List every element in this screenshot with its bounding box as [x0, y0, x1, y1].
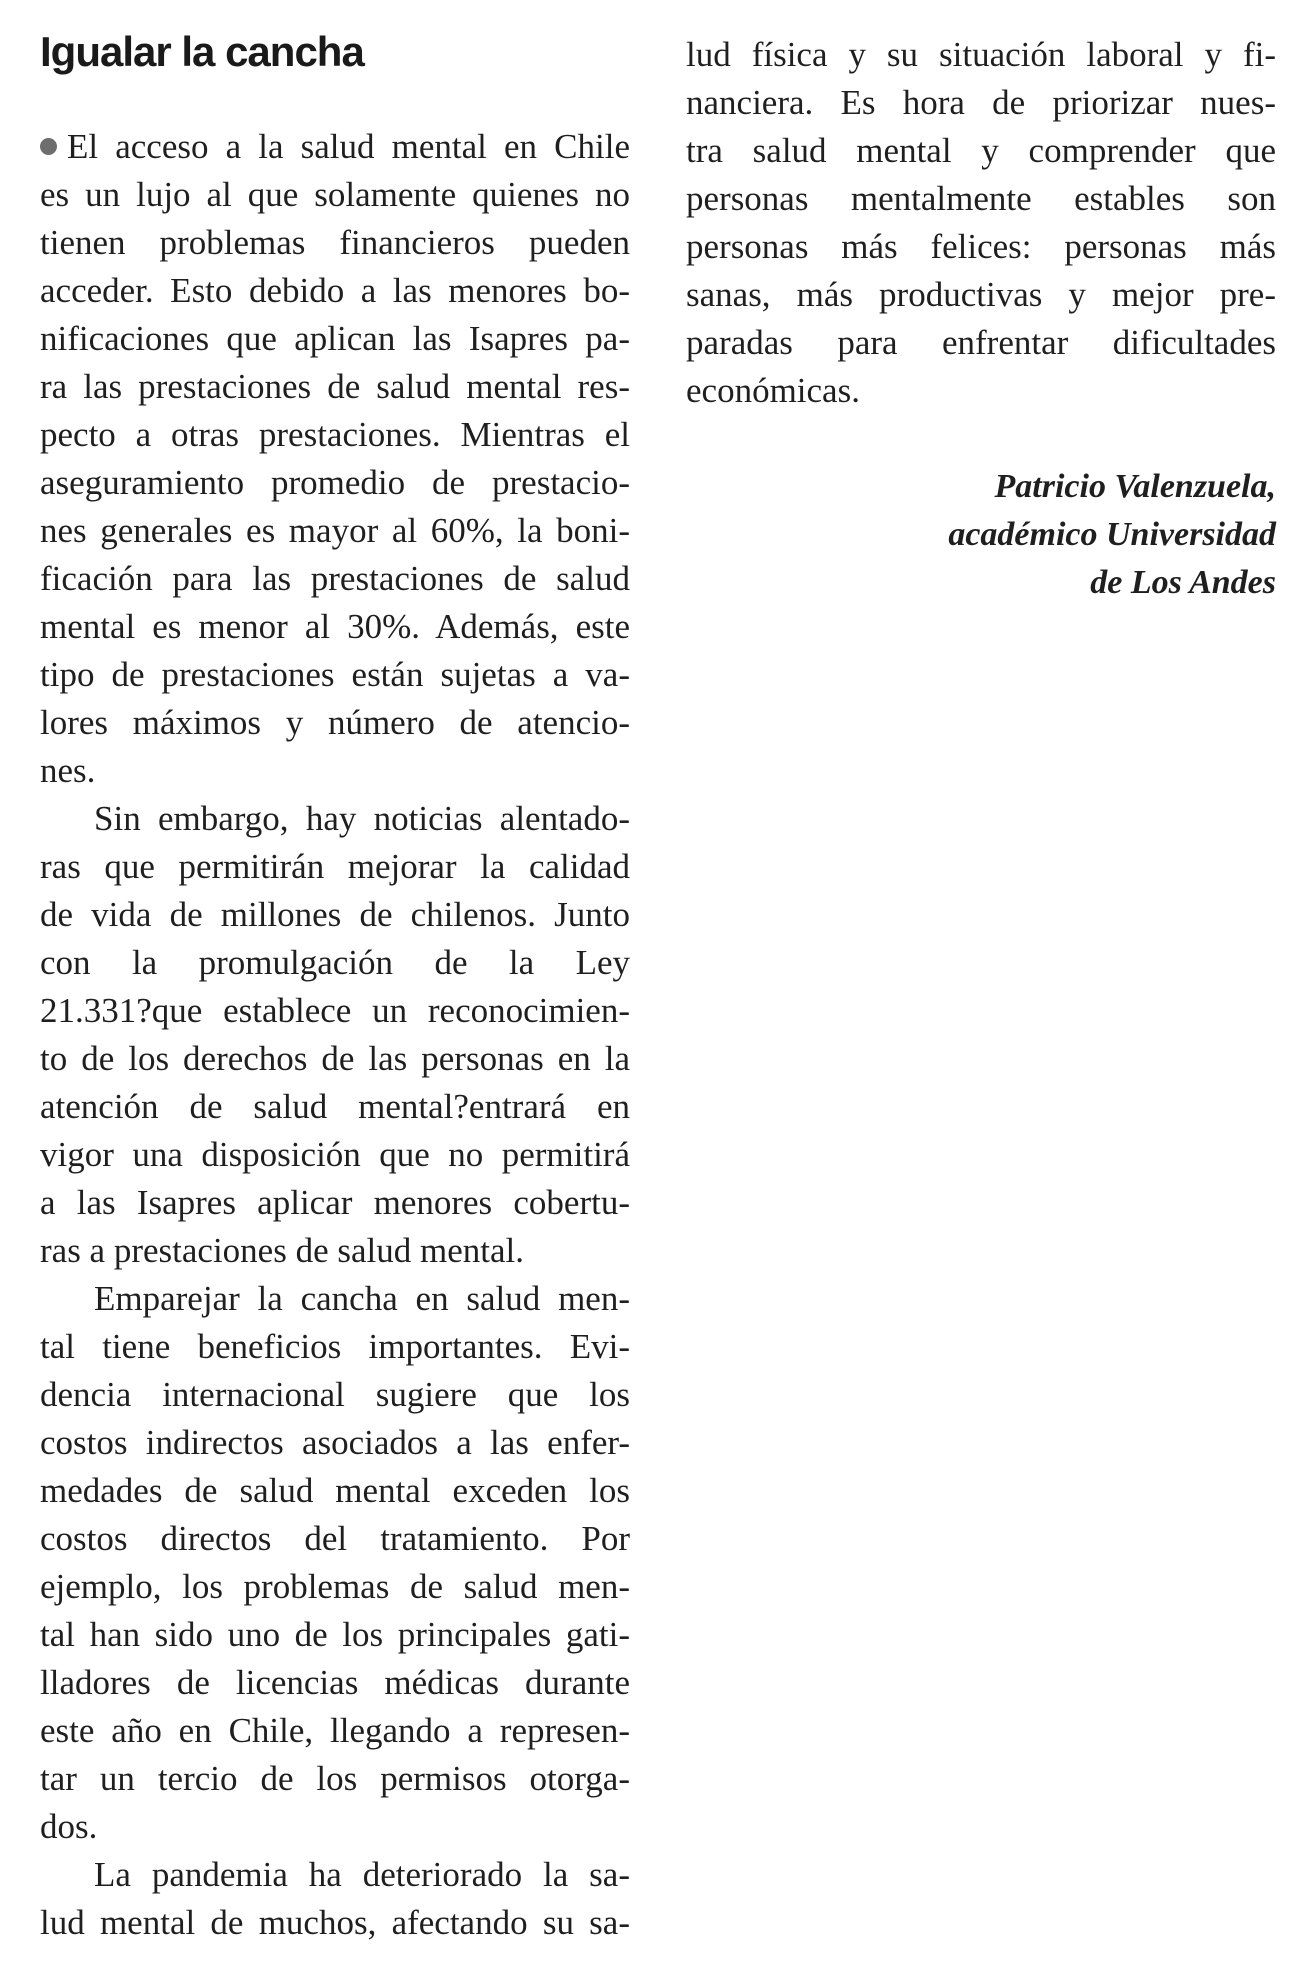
- text-line: dos.: [40, 1807, 98, 1846]
- text-line: to de los derechos de las personas en la: [40, 1039, 630, 1078]
- text-line: atención de salud mental?entrará en: [40, 1087, 630, 1126]
- text-line: lladores de licencias médicas durante: [40, 1663, 630, 1702]
- headline: Igualar la cancha: [40, 28, 364, 75]
- text-line: tienen problemas financieros pueden: [40, 223, 630, 262]
- text-line: este año en Chile, llegando a represen-: [40, 1711, 630, 1750]
- text-line: nificaciones que aplican las Isapres pa-: [40, 319, 630, 358]
- text-line: Sin embargo, hay noticias alentado-: [94, 799, 630, 838]
- signature-title: académico Universidad: [948, 516, 1276, 553]
- text-line: ra las prestaciones de salud mental res-: [40, 367, 630, 406]
- text-line: lud mental de muchos, afectando su sa-: [40, 1903, 630, 1942]
- text-line: personas más felices: personas más: [686, 227, 1276, 266]
- text-line: lores máximos y número de atencio-: [40, 703, 630, 742]
- text-line: costos directos del tratamiento. Por: [40, 1519, 630, 1558]
- text-line: medades de salud mental exceden los: [40, 1471, 630, 1510]
- text-line: tar un tercio de los permisos otorga-: [40, 1759, 630, 1798]
- text-line: 21.331?que establece un reconocimien-: [40, 991, 630, 1030]
- text-line: tipo de prestaciones están sujetas a va-: [40, 655, 630, 694]
- text-line: ras a prestaciones de salud mental.: [40, 1231, 524, 1270]
- signature-institution: de Los Andes: [1090, 564, 1276, 601]
- text-line: acceder. Esto debido a las menores bo-: [40, 271, 630, 310]
- text-line: Emparejar la cancha en salud men-: [94, 1279, 630, 1318]
- text-line: de vida de millones de chilenos. Junto: [40, 895, 630, 934]
- text-line: nes.: [40, 751, 96, 790]
- text-line: lud física y su situación laboral y fi-: [686, 35, 1276, 74]
- text-line: dencia internacional sugiere que los: [40, 1375, 630, 1414]
- text-line: nanciera. Es hora de priorizar nues-: [686, 83, 1276, 122]
- text-line: tra salud mental y comprender que: [686, 131, 1276, 170]
- text-line: ejemplo, los problemas de salud men-: [40, 1567, 630, 1606]
- text-line: es un lujo al que solamente quienes no: [40, 175, 630, 214]
- text-line: sanas, más productivas y mejor pre-: [686, 275, 1276, 314]
- text-line: personas mentalmente estables son: [686, 179, 1276, 218]
- signature-name: Patricio Valenzuela,: [994, 468, 1276, 505]
- text-line: nes generales es mayor al 60%, la boni-: [40, 511, 630, 550]
- text-line: aseguramiento promedio de prestacio-: [40, 463, 630, 502]
- text-line: a las Isapres aplicar menores cobertu-: [40, 1183, 630, 1222]
- text-line: [40, 123, 630, 171]
- bullet-icon: [40, 138, 57, 155]
- text-line: económicas.: [686, 371, 860, 410]
- text-line: paradas para enfrentar dificultades: [686, 323, 1276, 362]
- text-line: mental es menor al 30%. Además, este: [40, 607, 630, 646]
- text-line-content: El acceso a la salud mental en Chile: [67, 127, 630, 166]
- text-line: La pandemia ha deteriorado la sa-: [94, 1855, 630, 1894]
- text-line: vigor una disposición que no permitirá: [40, 1135, 630, 1174]
- text-line: costos indirectos asociados a las enfer-: [40, 1423, 630, 1462]
- text-line: ras que permitirán mejorar la calidad: [40, 847, 630, 886]
- text-line: pecto a otras prestaciones. Mientras el: [40, 415, 630, 454]
- text-line: ficación para las prestaciones de salud: [40, 559, 630, 598]
- text-line: tal han sido uno de los principales gati-: [40, 1615, 630, 1654]
- text-line: con la promulgación de la Ley: [40, 943, 630, 982]
- text-line: tal tiene beneficios importantes. Evi-: [40, 1327, 630, 1366]
